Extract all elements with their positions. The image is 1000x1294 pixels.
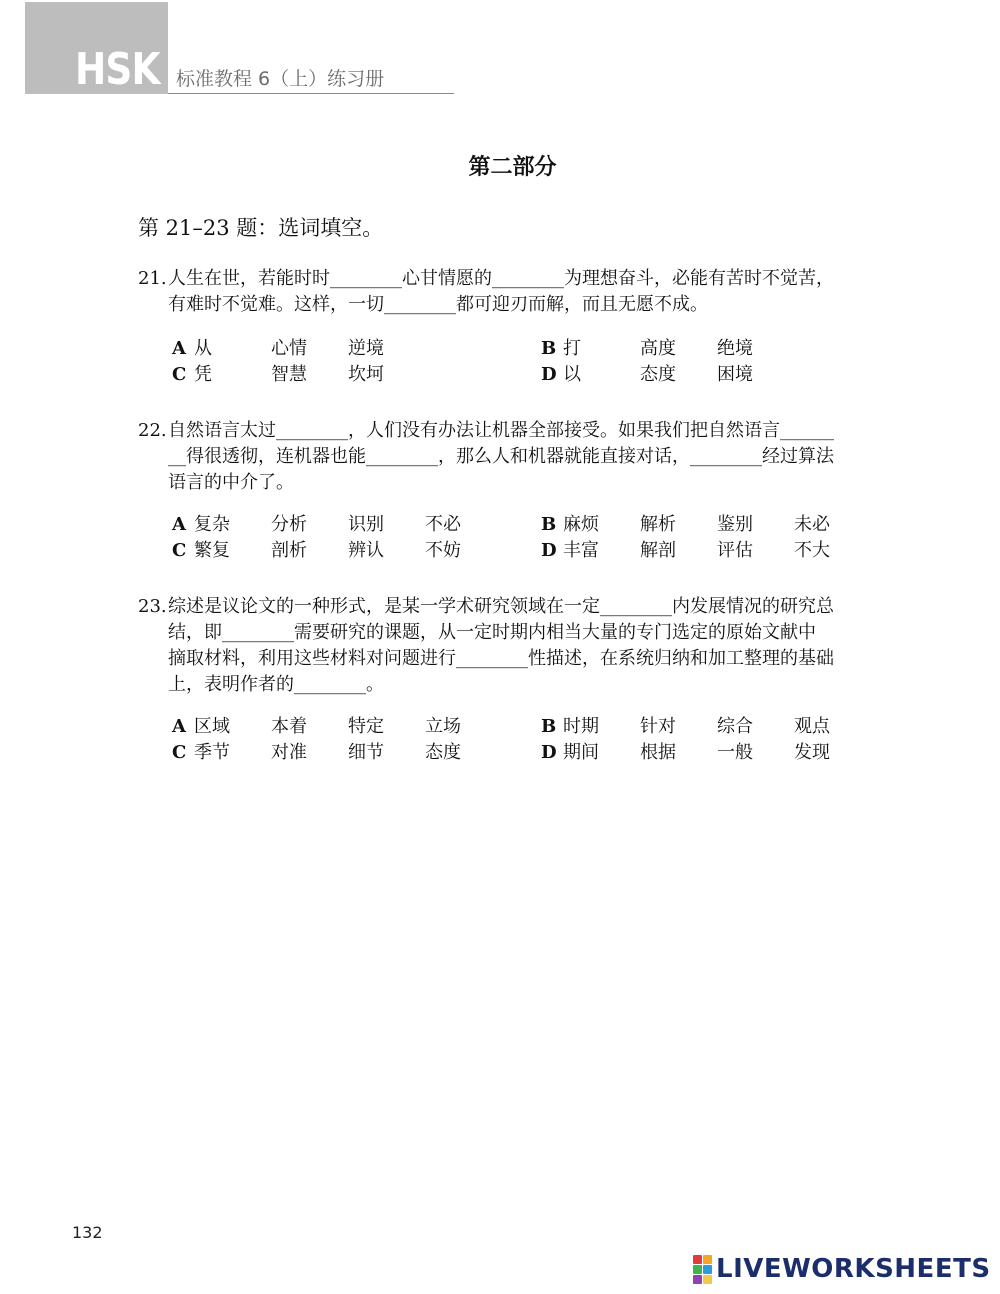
option-letter: D — [541, 540, 557, 561]
hsk-logo-box — [25, 2, 168, 94]
option-word: 高度 — [640, 338, 676, 359]
option-letter: B — [541, 338, 557, 359]
option-word: 打 — [563, 338, 581, 359]
logo-block — [693, 1265, 702, 1274]
option-word: 绝境 — [717, 338, 753, 359]
option-word: 综合 — [717, 716, 753, 737]
page-number: 132 — [72, 1223, 103, 1242]
option-d[interactable] — [541, 538, 871, 564]
option-letter: C — [172, 364, 187, 385]
option-letter: D — [541, 364, 557, 385]
option-word: 态度 — [640, 364, 676, 385]
option-b[interactable] — [541, 714, 871, 740]
option-word: 期间 — [563, 742, 599, 763]
option-letter: C — [172, 742, 187, 763]
option-word: 以 — [563, 364, 581, 385]
option-word: 评估 — [717, 540, 753, 561]
question-number: 23. — [138, 596, 167, 617]
option-word: 鉴别 — [717, 514, 753, 535]
option-c[interactable] — [172, 740, 502, 766]
option-letter: A — [172, 716, 186, 737]
question-line — [138, 418, 888, 444]
option-word: 剖析 — [271, 540, 307, 561]
option-word: 立场 — [425, 716, 461, 737]
question-text: 语言的中介了。 — [168, 472, 294, 493]
logo-block — [693, 1275, 702, 1284]
option-word: 区域 — [194, 716, 230, 737]
book-title: 标准教程 6（上）练习册 — [176, 68, 385, 90]
option-d[interactable] — [541, 740, 871, 766]
options-21 — [172, 336, 872, 388]
option-word: 细节 — [348, 742, 384, 763]
question-line — [138, 266, 888, 292]
option-letter: B — [541, 514, 557, 535]
option-word: 丰富 — [563, 540, 599, 561]
option-word: 繁复 — [194, 540, 230, 561]
option-word: 解析 — [640, 514, 676, 535]
liveworksheets-wordmark: LIVEWORKSHEETS — [716, 1254, 991, 1284]
logo-block — [703, 1255, 712, 1264]
option-word: 不大 — [794, 540, 830, 561]
liveworksheets-logo[interactable] — [693, 1253, 991, 1285]
option-letter: A — [172, 514, 186, 535]
question-text: 上，表明作者的________。 — [168, 674, 384, 695]
option-word: 困境 — [717, 364, 753, 385]
option-word: 不必 — [425, 514, 461, 535]
header-divider — [168, 93, 454, 94]
logo-block — [703, 1275, 712, 1284]
option-letter: D — [541, 742, 557, 763]
option-c[interactable] — [172, 538, 502, 564]
question-text: 有难时不觉难。这样，一切________都可迎刃而解，而且无愿不成。 — [168, 294, 708, 315]
question-number: 22. — [138, 420, 167, 441]
option-word: 识别 — [348, 514, 384, 535]
option-word: 态度 — [425, 742, 461, 763]
option-word: 坎坷 — [348, 364, 384, 385]
question-21 — [138, 266, 888, 318]
logo-block — [693, 1255, 702, 1264]
option-word: 针对 — [640, 716, 676, 737]
option-word: 一般 — [717, 742, 753, 763]
option-word: 从 — [194, 338, 212, 359]
option-word: 观点 — [794, 716, 830, 737]
hsk-logo-text: HSK — [75, 44, 160, 95]
option-word: 心情 — [271, 338, 307, 359]
options-22 — [172, 512, 872, 564]
options-23 — [172, 714, 872, 766]
option-word: 发现 — [794, 742, 830, 763]
option-word: 对准 — [271, 742, 307, 763]
option-word: 分析 — [271, 514, 307, 535]
question-text: __得很透彻，连机器也能________，那么人和机器就能直接对话，________经过算法 — [168, 446, 834, 467]
option-letter: A — [172, 338, 186, 359]
question-text: 综述是议论文的一种形式，是某一学术研究领域在一定________内发展情况的研究总 — [168, 596, 834, 617]
option-word: 特定 — [348, 716, 384, 737]
option-a[interactable] — [172, 714, 502, 740]
option-letter: C — [172, 540, 187, 561]
question-22 — [138, 418, 888, 496]
option-d[interactable] — [541, 362, 794, 388]
question-text: 摘取材料，利用这些材料对问题进行________性描述，在系统归纳和加工整理的基础 — [168, 648, 834, 669]
option-word: 逆境 — [348, 338, 384, 359]
question-23 — [138, 594, 888, 698]
section-title: 第二部分 — [468, 154, 557, 180]
logo-block — [703, 1265, 712, 1274]
liveworksheets-icon — [693, 1255, 712, 1284]
option-word: 辨认 — [348, 540, 384, 561]
option-word: 凭 — [194, 364, 212, 385]
question-line — [138, 594, 888, 620]
question-number: 21. — [138, 268, 167, 289]
option-letter: B — [541, 716, 557, 737]
question-text: 结，即________需要研究的课题，从一定时期内相当大量的专门选定的原始文献中 — [168, 622, 816, 643]
option-b[interactable] — [541, 512, 871, 538]
option-word: 时期 — [563, 716, 599, 737]
option-word: 解剖 — [640, 540, 676, 561]
question-text: 自然语言太过________，人们没有办法让机器全部接受。如果我们把自然语言______ — [168, 420, 834, 441]
option-a[interactable] — [172, 512, 502, 538]
instruction: 第 21–23 题：选词填空。 — [138, 216, 384, 240]
option-word: 本着 — [271, 716, 307, 737]
option-word: 麻烦 — [563, 514, 599, 535]
option-word: 根据 — [640, 742, 676, 763]
option-word: 智慧 — [271, 364, 307, 385]
option-word: 季节 — [194, 742, 230, 763]
option-word: 复杂 — [194, 514, 230, 535]
option-word: 未必 — [794, 514, 830, 535]
question-text: 人生在世，若能时时________心甘情愿的________为理想奋斗，必能有苦时不觉苦， — [168, 268, 834, 289]
option-a[interactable] — [172, 336, 425, 362]
option-c[interactable] — [172, 362, 425, 388]
option-word: 不妨 — [425, 540, 461, 561]
option-b[interactable] — [541, 336, 794, 362]
